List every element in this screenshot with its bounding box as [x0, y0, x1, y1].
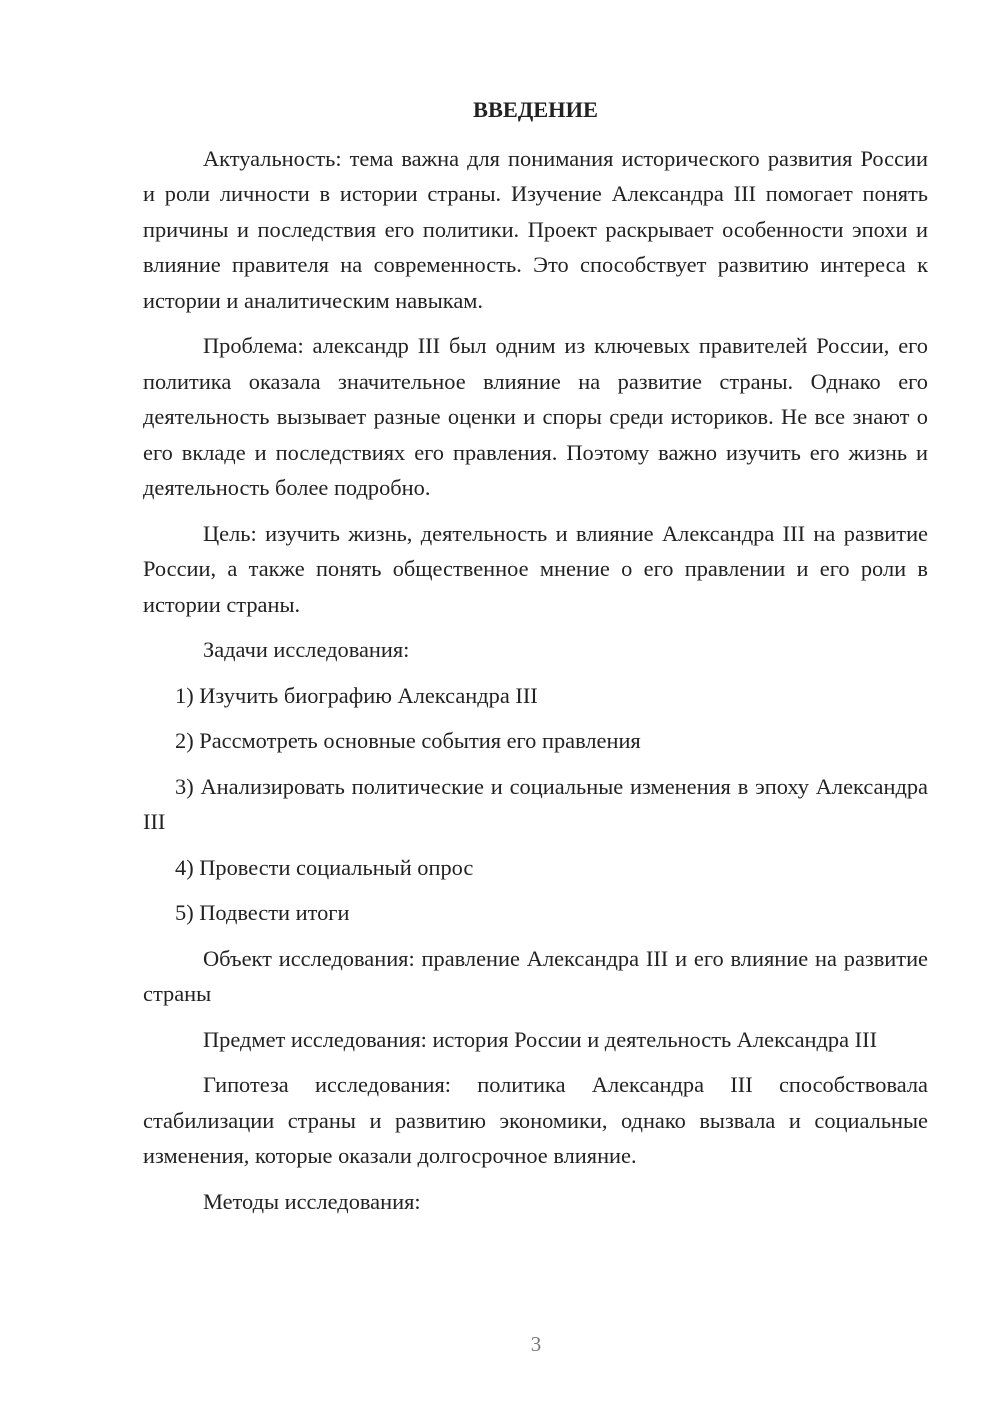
paragraph-object: Объект исследования: правление Александра III и его влияние на развитие страны — [143, 945, 928, 1006]
paragraph-relevance: Актуальность: тема важна для понимания исторического развития России и роли личности в истории страны. Изучение Александра III помогает понять причины и последствия его политики. Проект раскрывает особенности эпохи и влияние правителя на современность. Это способствует развитию интереса к истории и аналитическим навыкам. — [143, 145, 928, 313]
task-item: 2) Рассмотреть основные события его правления — [175, 728, 641, 753]
page-title: ВВЕДЕНИЕ — [473, 97, 598, 122]
paragraph-hypothesis: Гипотеза исследования: политика Александра III способствовала стабилизации страны и развитию экономики, однако вызвала и социальные изменения, которые оказали долгосрочное влияние. — [143, 1072, 928, 1168]
paragraph-subject: Предмет исследования: история России и деятельность Александра III — [203, 1026, 878, 1052]
task-item: 4) Провести социальный опрос — [175, 854, 474, 880]
paragraph-methods: Методы исследования: — [203, 1188, 421, 1214]
paragraph-problem: Проблема: александр III был одним из ключевых правителей России, его политика оказала значительное влияние на развитие страны. Однако его деятельность вызывает разные оценки и споры среди историков. Не все знают о его вкладе и последствиях его правления. Поэтому важно изучить его жизнь и деятельность более подробно. — [143, 333, 928, 500]
paragraph-goal: Цель: изучить жизнь, деятельность и влияние Александра III на развитие России, а также понять общественное мнение о его правлении и его роли в истории страны. — [143, 520, 928, 617]
task-item: 3) Анализировать политические и социальные изменения в эпоху Александра III — [143, 773, 928, 834]
page-content — [143, 92, 928, 1229]
task-item: 1) Изучить биографию Александра III — [175, 682, 538, 708]
task-item: 5) Подвести итоги — [175, 900, 350, 925]
page-number: 3 — [530, 1332, 542, 1356]
paragraph-tasks-heading: Задачи исследования: — [203, 637, 410, 662]
